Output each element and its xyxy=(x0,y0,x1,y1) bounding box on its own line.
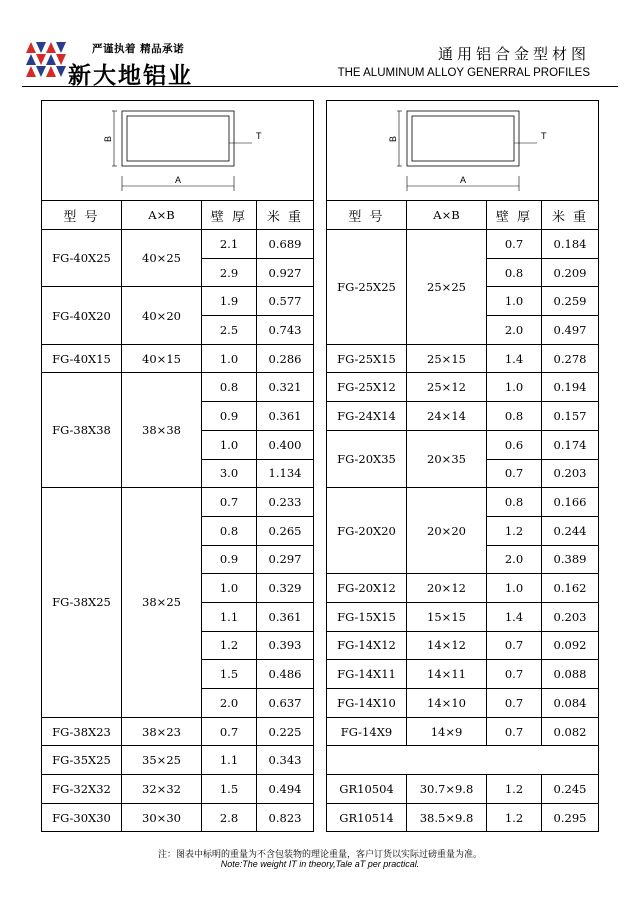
blank-cell xyxy=(327,746,599,775)
weight-cell: 0.174 xyxy=(542,430,599,459)
logo-triangle xyxy=(36,54,46,65)
weight-cell: 0.209 xyxy=(542,258,599,287)
col-header-thickness: 壁 厚 xyxy=(202,201,257,230)
thickness-cell: 1.9 xyxy=(202,287,257,316)
weight-cell: 0.297 xyxy=(257,545,314,574)
model-cell: GR10504 xyxy=(327,775,407,804)
weight-cell: 0.278 xyxy=(542,344,599,373)
weight-cell: 0.244 xyxy=(542,516,599,545)
weight-cell: 0.203 xyxy=(542,459,599,488)
dim-label-b: B xyxy=(388,135,398,143)
table-row xyxy=(42,746,314,775)
thickness-cell: 0.7 xyxy=(487,631,542,660)
logo-triangle xyxy=(46,54,56,65)
footer-note-en: Note:The weight IT in theory,Tale aT per practical. xyxy=(220,859,420,869)
weight-cell: 0.194 xyxy=(542,373,599,402)
weight-cell: 0.637 xyxy=(257,689,314,718)
logo-triangle xyxy=(26,54,36,65)
weight-cell: 0.743 xyxy=(257,316,314,345)
model-cell: FG-14X11 xyxy=(327,660,407,689)
table-row xyxy=(327,373,599,402)
model-cell: FG-24X14 xyxy=(327,402,407,431)
model-cell: FG-15X15 xyxy=(327,602,407,631)
thickness-cell: 2.8 xyxy=(202,803,257,832)
logo-triangle xyxy=(56,54,66,65)
weight-cell: 0.259 xyxy=(542,287,599,316)
header-divider xyxy=(22,86,618,87)
size-cell: 14×11 xyxy=(407,660,487,689)
col-header-model: 型 号 xyxy=(327,201,407,230)
table-row xyxy=(42,717,314,746)
model-cell: FG-40X20 xyxy=(42,287,122,344)
header-row xyxy=(42,201,314,230)
thickness-cell: 0.8 xyxy=(202,516,257,545)
table-row xyxy=(42,775,314,804)
size-cell: 38.5×9.8 xyxy=(407,803,487,832)
model-cell: FG-14X9 xyxy=(327,717,407,746)
size-cell: 24×14 xyxy=(407,402,487,431)
thickness-cell: 1.0 xyxy=(487,373,542,402)
model-cell: FG-20X12 xyxy=(327,574,407,603)
table-row xyxy=(42,803,314,832)
model-cell: FG-25X25 xyxy=(327,230,407,345)
table-row xyxy=(327,631,599,660)
thickness-cell: 2.0 xyxy=(202,689,257,718)
thickness-cell: 0.7 xyxy=(487,660,542,689)
table-row xyxy=(327,660,599,689)
thickness-cell: 2.0 xyxy=(487,316,542,345)
weight-cell: 0.400 xyxy=(257,430,314,459)
weight-cell: 1.134 xyxy=(257,459,314,488)
model-cell: FG-14X12 xyxy=(327,631,407,660)
left-spec-table xyxy=(41,100,314,832)
col-header-size: A×B xyxy=(407,201,487,230)
col-header-model: 型 号 xyxy=(42,201,122,230)
model-cell: FG-32X32 xyxy=(42,775,122,804)
thickness-cell: 2.5 xyxy=(202,316,257,345)
size-cell: 30×30 xyxy=(122,803,202,832)
col-header-size: A×B xyxy=(122,201,202,230)
thickness-cell: 3.0 xyxy=(202,459,257,488)
table-row xyxy=(327,430,599,459)
weight-cell: 0.329 xyxy=(257,574,314,603)
thickness-cell: 1.0 xyxy=(487,574,542,603)
table-row xyxy=(327,344,599,373)
size-cell: 25×25 xyxy=(407,230,487,345)
size-cell: 20×20 xyxy=(407,488,487,574)
table-row xyxy=(42,488,314,517)
weight-cell: 0.577 xyxy=(257,287,314,316)
size-cell: 38×38 xyxy=(122,373,202,488)
page-title-cn: 通用铝合金型材图 xyxy=(437,45,590,63)
thickness-cell: 0.8 xyxy=(202,373,257,402)
table-row xyxy=(327,775,599,804)
model-cell: FG-14X10 xyxy=(327,689,407,718)
diagram-row xyxy=(327,101,599,201)
table-row xyxy=(327,488,599,517)
weight-cell: 0.166 xyxy=(542,488,599,517)
profile-outer-rect xyxy=(122,111,234,166)
model-cell: FG-35X25 xyxy=(42,746,122,775)
weight-cell: 0.321 xyxy=(257,373,314,402)
model-cell: FG-30X30 xyxy=(42,803,122,832)
weight-cell: 0.494 xyxy=(257,775,314,804)
col-header-weight: 米 重 xyxy=(542,201,599,230)
table-row xyxy=(327,803,599,832)
header-row xyxy=(327,201,599,230)
model-cell: FG-40X15 xyxy=(42,344,122,373)
size-cell: 25×12 xyxy=(407,373,487,402)
thickness-cell: 1.0 xyxy=(202,574,257,603)
weight-cell: 0.497 xyxy=(542,316,599,345)
thickness-cell: 1.2 xyxy=(202,631,257,660)
table-row xyxy=(42,287,314,316)
size-cell: 30.7×9.8 xyxy=(407,775,487,804)
weight-cell: 0.295 xyxy=(542,803,599,832)
weight-cell: 0.689 xyxy=(257,230,314,259)
size-cell: 38×25 xyxy=(122,488,202,718)
logo-triangle xyxy=(26,42,36,53)
weight-cell: 0.082 xyxy=(542,717,599,746)
logo-triangle xyxy=(56,42,66,53)
col-header-thickness: 壁 厚 xyxy=(487,201,542,230)
size-cell: 15×15 xyxy=(407,602,487,631)
size-cell: 14×12 xyxy=(407,631,487,660)
weight-cell: 0.393 xyxy=(257,631,314,660)
thickness-cell: 1.0 xyxy=(202,344,257,373)
size-cell: 20×12 xyxy=(407,574,487,603)
weight-cell: 0.157 xyxy=(542,402,599,431)
thickness-cell: 1.5 xyxy=(202,775,257,804)
weight-cell: 0.092 xyxy=(542,631,599,660)
thickness-cell: 1.2 xyxy=(487,516,542,545)
thickness-cell: 0.7 xyxy=(487,717,542,746)
dim-label-a: A xyxy=(174,175,182,185)
weight-cell: 0.084 xyxy=(542,689,599,718)
blank-row xyxy=(327,746,599,775)
dim-label-t: T xyxy=(541,131,547,141)
table-row xyxy=(327,689,599,718)
diagram-cell xyxy=(327,101,599,201)
dim-label-a: A xyxy=(459,175,467,185)
thickness-cell: 0.9 xyxy=(202,402,257,431)
footer-note-cn: 注：图表中标明的重量为不含包装物的理论重量，客户订货以实际过磅重量为准。 xyxy=(157,850,482,860)
thickness-cell: 0.6 xyxy=(487,430,542,459)
table-row xyxy=(42,230,314,259)
size-cell: 20×35 xyxy=(407,430,487,487)
weight-cell: 0.343 xyxy=(257,746,314,775)
logo-triangle xyxy=(36,66,46,77)
slogan: 严谨执着 精品承诺 xyxy=(92,43,185,55)
weight-cell: 0.245 xyxy=(542,775,599,804)
thickness-cell: 1.2 xyxy=(487,803,542,832)
weight-cell: 0.486 xyxy=(257,660,314,689)
model-cell: FG-20X35 xyxy=(327,430,407,487)
profile-outer-rect xyxy=(407,111,519,166)
profile-diagram xyxy=(327,101,599,197)
weight-cell: 0.233 xyxy=(257,488,314,517)
table-row xyxy=(42,344,314,373)
size-cell: 25×15 xyxy=(407,344,487,373)
thickness-cell: 0.8 xyxy=(487,488,542,517)
thickness-cell: 0.9 xyxy=(202,545,257,574)
thickness-cell: 0.8 xyxy=(487,258,542,287)
model-cell: FG-25X12 xyxy=(327,373,407,402)
col-header-weight: 米 重 xyxy=(257,201,314,230)
table-row xyxy=(327,574,599,603)
model-cell: FG-38X23 xyxy=(42,717,122,746)
right-spec-table xyxy=(326,100,599,832)
thickness-cell: 0.7 xyxy=(202,488,257,517)
profile-diagram xyxy=(42,101,314,197)
size-cell: 38×23 xyxy=(122,717,202,746)
logo-triangle xyxy=(26,66,36,77)
size-cell: 40×20 xyxy=(122,287,202,344)
thickness-cell: 1.1 xyxy=(202,746,257,775)
page-title-en: THE ALUMINUM ALLOY GENERRAL PROFILES xyxy=(337,67,590,79)
logo-triangle xyxy=(56,66,66,77)
thickness-cell: 1.4 xyxy=(487,344,542,373)
thickness-cell: 2.1 xyxy=(202,230,257,259)
model-cell: FG-38X38 xyxy=(42,373,122,488)
thickness-cell: 1.1 xyxy=(202,602,257,631)
thickness-cell: 0.8 xyxy=(487,402,542,431)
thickness-cell: 2.9 xyxy=(202,258,257,287)
size-cell: 40×15 xyxy=(122,344,202,373)
thickness-cell: 1.2 xyxy=(487,775,542,804)
company-logo xyxy=(24,40,68,80)
table-row xyxy=(327,602,599,631)
weight-cell: 0.361 xyxy=(257,402,314,431)
logo-triangle xyxy=(46,66,56,77)
diagram-row xyxy=(42,101,314,201)
weight-cell: 0.203 xyxy=(542,602,599,631)
model-cell: FG-20X20 xyxy=(327,488,407,574)
thickness-cell: 2.0 xyxy=(487,545,542,574)
size-cell: 35×25 xyxy=(122,746,202,775)
weight-cell: 0.361 xyxy=(257,602,314,631)
dim-label-t: T xyxy=(256,131,262,141)
diagram-cell xyxy=(42,101,314,201)
weight-cell: 0.162 xyxy=(542,574,599,603)
dim-label-b: B xyxy=(103,135,113,143)
size-cell: 14×10 xyxy=(407,689,487,718)
thickness-cell: 0.7 xyxy=(487,459,542,488)
weight-cell: 0.088 xyxy=(542,660,599,689)
weight-cell: 0.184 xyxy=(542,230,599,259)
profile-inner-rect xyxy=(412,116,514,161)
brand-name: 新大地铝业 xyxy=(68,62,193,89)
thickness-cell: 0.7 xyxy=(202,717,257,746)
model-cell: FG-38X25 xyxy=(42,488,122,718)
table-row xyxy=(327,402,599,431)
table-row xyxy=(327,230,599,259)
weight-cell: 0.927 xyxy=(257,258,314,287)
logo-triangle xyxy=(46,42,56,53)
table-row xyxy=(42,373,314,402)
size-cell: 40×25 xyxy=(122,230,202,287)
weight-cell: 0.389 xyxy=(542,545,599,574)
thickness-cell: 1.0 xyxy=(202,430,257,459)
thickness-cell: 0.7 xyxy=(487,230,542,259)
size-cell: 14×9 xyxy=(407,717,487,746)
size-cell: 32×32 xyxy=(122,775,202,804)
model-cell: FG-40X25 xyxy=(42,230,122,287)
weight-cell: 0.265 xyxy=(257,516,314,545)
model-cell: FG-25X15 xyxy=(327,344,407,373)
weight-cell: 0.225 xyxy=(257,717,314,746)
model-cell: GR10514 xyxy=(327,803,407,832)
table-row xyxy=(327,717,599,746)
thickness-cell: 1.5 xyxy=(202,660,257,689)
thickness-cell: 1.0 xyxy=(487,287,542,316)
weight-cell: 0.286 xyxy=(257,344,314,373)
logo-triangle xyxy=(36,42,46,53)
thickness-cell: 1.4 xyxy=(487,602,542,631)
weight-cell: 0.823 xyxy=(257,803,314,832)
profile-inner-rect xyxy=(127,116,229,161)
thickness-cell: 0.7 xyxy=(487,689,542,718)
